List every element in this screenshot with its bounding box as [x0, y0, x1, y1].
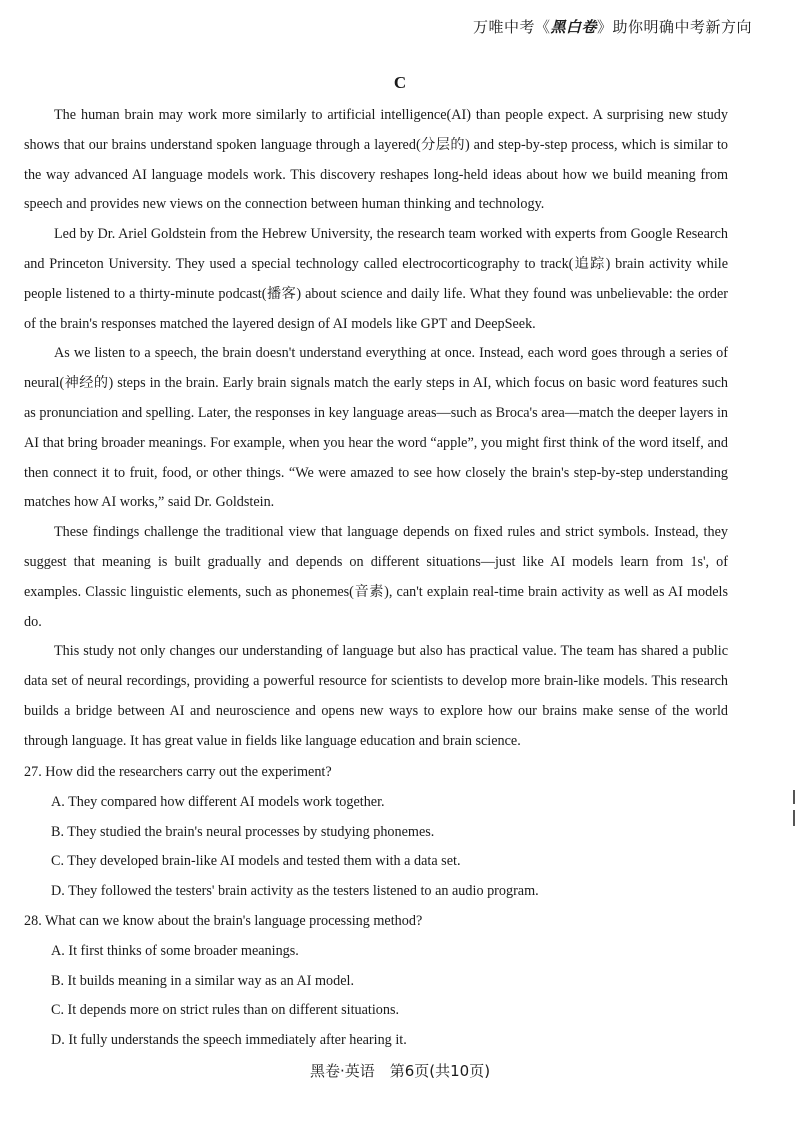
margin-mark: [793, 790, 795, 804]
question-stem: 28. What can we know about the brain's language processing method?: [24, 912, 423, 929]
option-a: A. They compared how different AI models work together.: [51, 793, 385, 810]
header-emphasis: 黑白卷: [550, 18, 597, 36]
question-27: [24, 758, 728, 907]
page-header: [473, 16, 752, 37]
header-prefix: 万唯中考《: [472, 18, 551, 36]
section-title: C: [393, 73, 407, 92]
question-28: [24, 907, 728, 1056]
question-stem: 27. How did the researchers carry out the experiment?: [24, 764, 332, 780]
paragraph-5: This study not only changes our understanding of language but also has practical value. The team has shared a public data set of neural recordings, providing a powerful resource for scientists to develop more brain-like models. This research builds a bridge between AI and neuroscience and opens new ways to explore how our brains make sense of the world through language. It has great value in fields like language education and brain science.: [24, 643, 728, 749]
option-c: C. It depends more on strict rules than on different situations.: [51, 1002, 400, 1019]
reading-passage: [24, 101, 728, 757]
paragraph-4: These findings challenge the traditional view that language depends on fixed rules and strict symbols. Instead, they suggest that meaning is built gradually and depends on different situations—just like AI models learn from 1s', of examples. Classic linguistic elements, such as phonemes(音素), can't explain real-time brain activity as well as AI models do.: [24, 524, 728, 630]
option-b: B. It builds meaning in a similar way as an AI model.: [51, 972, 355, 989]
option-d: D. They followed the testers' brain activity as the testers listened to an audio program.: [51, 883, 539, 900]
option-c: C. They developed brain-like AI models and tested them with a data set.: [51, 853, 461, 870]
margin-mark: [793, 810, 795, 826]
paragraph-1: The human brain may work more similarly to artificial intelligence(AI) than people expect. A surprising new study shows that our brains understand spoken language through a layered(分层的) and step-by-step process, which is similar to the way advanced AI language models work. This discovery reshapes long-held ideas about how we build meaning from speech and provides new views on the connection between human thinking and technology.: [24, 107, 728, 213]
page-footer: 黑卷·英语 第6页(共10页): [309, 1062, 491, 1080]
option-a: A. It first thinks of some broader meanings.: [51, 942, 299, 959]
option-b: B. They studied the brain's neural processes by studying phonemes.: [51, 823, 435, 840]
header-suffix: 》助你明确中考新方向: [596, 18, 752, 36]
option-d: D. It fully understands the speech immediately after hearing it.: [51, 1032, 407, 1049]
paragraph-2: Led by Dr. Ariel Goldstein from the Hebrew University, the research team worked with experts from Google Research and Princeton University. They used a special technology called electrocorticography to track(追踪) brain activity while people listened to a thirty-minute podcast(播客) about science and daily life. What they found was unbelievable: the order of the brain's responses matched the layered design of AI models like GPT and DeepSeek.: [24, 226, 728, 332]
paragraph-3: As we listen to a speech, the brain doesn't understand everything at once. Instead, each word goes through a series of neural(神经的) steps in the brain. Early brain signals match the early steps in AI, which focus on basic word features such as pronunciation and spelling. Later, the responses in key language areas—such as Broca's area—match the deeper layers in AI that bring broader meanings. For example, when you hear the word “apple”, you might first think of the word itself, and then connect it to fruit, food, or other things. “We were amazed to see how closely the brain's step-by-step understanding matches how AI works,” said Dr. Goldstein.: [24, 345, 728, 511]
question-list: [24, 758, 728, 1056]
